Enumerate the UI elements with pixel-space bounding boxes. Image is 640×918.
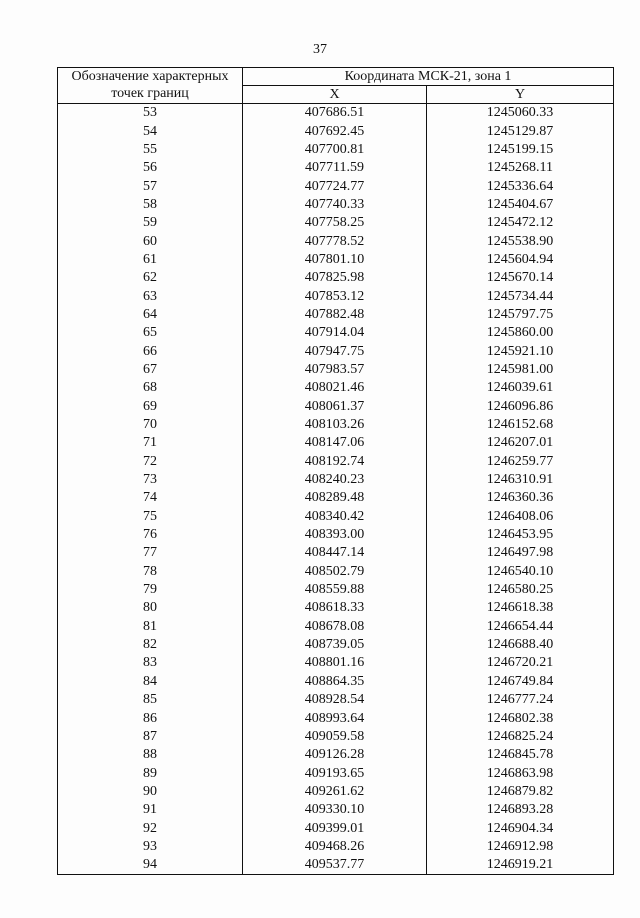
y-coordinate-cell: 1245268.11	[427, 159, 614, 177]
y-coordinate-cell: 1246408.06	[427, 508, 614, 526]
point-id-cell: 82	[58, 636, 243, 654]
x-coordinate-cell: 409468.26	[243, 838, 427, 856]
x-coordinate-cell: 409537.77	[243, 856, 427, 875]
x-coordinate-cell: 407947.75	[243, 342, 427, 360]
table-row	[58, 508, 614, 526]
table-row	[58, 581, 614, 599]
x-coordinate-cell: 408739.05	[243, 636, 427, 654]
point-id-cell: 78	[58, 563, 243, 581]
coordinate-header: Координата МСК-21, зона 1	[243, 68, 614, 86]
point-id-cell: 86	[58, 709, 243, 727]
y-coordinate-cell: 1245670.14	[427, 269, 614, 287]
x-coordinate-cell: 408928.54	[243, 691, 427, 709]
x-coordinate-cell: 407801.10	[243, 251, 427, 269]
point-id-cell: 94	[58, 856, 243, 875]
point-id-cell: 68	[58, 379, 243, 397]
point-id-cell: 90	[58, 783, 243, 801]
point-id-cell: 87	[58, 728, 243, 746]
point-id-cell: 60	[58, 232, 243, 250]
y-coordinate-cell: 1245538.90	[427, 232, 614, 250]
table-row	[58, 618, 614, 636]
table-row	[58, 489, 614, 507]
point-id-cell: 76	[58, 526, 243, 544]
y-coordinate-cell: 1246904.34	[427, 819, 614, 837]
table-row	[58, 269, 614, 287]
table-body	[58, 104, 614, 875]
table-row	[58, 526, 614, 544]
point-id-cell: 59	[58, 214, 243, 232]
x-coordinate-cell: 408801.16	[243, 654, 427, 672]
y-coordinate-cell: 1246654.44	[427, 618, 614, 636]
table-row	[58, 232, 614, 250]
point-id-cell: 63	[58, 287, 243, 305]
y-coordinate-cell: 1246580.25	[427, 581, 614, 599]
x-coordinate-cell: 407778.52	[243, 232, 427, 250]
point-id-cell: 55	[58, 141, 243, 159]
table-row	[58, 324, 614, 342]
x-coordinate-cell: 409330.10	[243, 801, 427, 819]
x-coordinate-cell: 407983.57	[243, 361, 427, 379]
x-coordinate-cell: 408447.14	[243, 544, 427, 562]
y-coordinate-cell: 1245129.87	[427, 122, 614, 140]
point-id-cell: 56	[58, 159, 243, 177]
y-coordinate-cell: 1246777.24	[427, 691, 614, 709]
page-number: 37	[313, 42, 327, 57]
x-coordinate-cell: 408103.26	[243, 416, 427, 434]
point-id-cell: 74	[58, 489, 243, 507]
table-row	[58, 764, 614, 782]
y-coordinate-cell: 1245336.64	[427, 177, 614, 195]
x-coordinate-cell: 409193.65	[243, 764, 427, 782]
point-id-cell: 80	[58, 599, 243, 617]
table-row	[58, 673, 614, 691]
x-coordinate-cell: 408502.79	[243, 563, 427, 581]
point-id-cell: 70	[58, 416, 243, 434]
x-coordinate-cell: 408289.48	[243, 489, 427, 507]
table-row	[58, 434, 614, 452]
point-id-cell: 81	[58, 618, 243, 636]
point-id-cell: 69	[58, 398, 243, 416]
y-coordinate-cell: 1245734.44	[427, 287, 614, 305]
y-coordinate-cell: 1246152.68	[427, 416, 614, 434]
y-coordinate-cell: 1245981.00	[427, 361, 614, 379]
point-id-cell: 83	[58, 654, 243, 672]
y-coordinate-cell: 1246912.98	[427, 838, 614, 856]
table-row	[58, 636, 614, 654]
x-coordinate-cell: 407853.12	[243, 287, 427, 305]
y-coordinate-cell: 1246802.38	[427, 709, 614, 727]
y-coordinate-cell: 1245797.75	[427, 306, 614, 324]
y-coordinate-cell: 1246845.78	[427, 746, 614, 764]
x-coordinate-cell: 407914.04	[243, 324, 427, 342]
table-row	[58, 819, 614, 837]
point-id-cell: 66	[58, 342, 243, 360]
point-id-cell: 91	[58, 801, 243, 819]
y-coordinate-cell: 1246207.01	[427, 434, 614, 452]
x-coordinate-cell: 407825.98	[243, 269, 427, 287]
point-id-cell: 53	[58, 104, 243, 123]
x-coordinate-cell: 409126.28	[243, 746, 427, 764]
table-row	[58, 306, 614, 324]
x-coordinate-cell: 408559.88	[243, 581, 427, 599]
table-row	[58, 177, 614, 195]
y-header: Y	[427, 86, 614, 104]
table-row	[58, 728, 614, 746]
y-coordinate-cell: 1246863.98	[427, 764, 614, 782]
table-row	[58, 563, 614, 581]
point-id-cell: 71	[58, 434, 243, 452]
x-coordinate-cell: 408061.37	[243, 398, 427, 416]
table-row	[58, 599, 614, 617]
x-coordinate-cell: 407700.81	[243, 141, 427, 159]
x-coordinate-cell: 407686.51	[243, 104, 427, 123]
table-row	[58, 104, 614, 123]
y-coordinate-cell: 1246310.91	[427, 471, 614, 489]
table-row	[58, 251, 614, 269]
point-id-cell: 57	[58, 177, 243, 195]
x-coordinate-cell: 408993.64	[243, 709, 427, 727]
y-coordinate-cell: 1246618.38	[427, 599, 614, 617]
y-coordinate-cell: 1246096.86	[427, 398, 614, 416]
table-row	[58, 214, 614, 232]
table-row	[58, 709, 614, 727]
point-id-cell: 58	[58, 196, 243, 214]
point-id-cell: 92	[58, 819, 243, 837]
table-row	[58, 838, 614, 856]
point-id-cell: 88	[58, 746, 243, 764]
x-coordinate-cell: 407692.45	[243, 122, 427, 140]
y-coordinate-cell: 1245604.94	[427, 251, 614, 269]
x-coordinate-cell: 408340.42	[243, 508, 427, 526]
table-row	[58, 287, 614, 305]
y-coordinate-cell: 1246893.28	[427, 801, 614, 819]
point-id-cell: 67	[58, 361, 243, 379]
point-id-cell: 73	[58, 471, 243, 489]
point-id-cell: 75	[58, 508, 243, 526]
y-coordinate-cell: 1246720.21	[427, 654, 614, 672]
point-id-cell: 85	[58, 691, 243, 709]
table-row	[58, 196, 614, 214]
table-row	[58, 801, 614, 819]
point-id-cell: 72	[58, 453, 243, 471]
y-coordinate-cell: 1246360.36	[427, 489, 614, 507]
y-coordinate-cell: 1246497.98	[427, 544, 614, 562]
table-row	[58, 361, 614, 379]
x-coordinate-cell: 407740.33	[243, 196, 427, 214]
table-row	[58, 122, 614, 140]
y-coordinate-cell: 1246039.61	[427, 379, 614, 397]
x-coordinate-cell: 409059.58	[243, 728, 427, 746]
y-coordinate-cell: 1245404.67	[427, 196, 614, 214]
point-id-cell: 84	[58, 673, 243, 691]
point-id-cell: 61	[58, 251, 243, 269]
y-coordinate-cell: 1246540.10	[427, 563, 614, 581]
table-row	[58, 159, 614, 177]
y-coordinate-cell: 1246825.24	[427, 728, 614, 746]
x-coordinate-cell: 408678.08	[243, 618, 427, 636]
x-coordinate-cell: 409261.62	[243, 783, 427, 801]
y-coordinate-cell: 1246879.82	[427, 783, 614, 801]
x-coordinate-cell: 408192.74	[243, 453, 427, 471]
point-id-cell: 54	[58, 122, 243, 140]
point-id-cell: 64	[58, 306, 243, 324]
x-coordinate-cell: 408618.33	[243, 599, 427, 617]
y-coordinate-cell: 1245921.10	[427, 342, 614, 360]
table-row	[58, 654, 614, 672]
table-row	[58, 141, 614, 159]
table-row	[58, 379, 614, 397]
table-row	[58, 856, 614, 875]
x-coordinate-cell: 408147.06	[243, 434, 427, 452]
point-id-header: Обозначение характерных точек границ	[58, 68, 243, 104]
y-coordinate-cell: 1245860.00	[427, 324, 614, 342]
point-id-cell: 62	[58, 269, 243, 287]
point-id-cell: 77	[58, 544, 243, 562]
x-coordinate-cell: 408393.00	[243, 526, 427, 544]
y-coordinate-cell: 1246919.21	[427, 856, 614, 875]
y-coordinate-cell: 1245060.33	[427, 104, 614, 123]
point-id-cell: 89	[58, 764, 243, 782]
y-coordinate-cell: 1245199.15	[427, 141, 614, 159]
y-coordinate-cell: 1246453.95	[427, 526, 614, 544]
table-row	[58, 342, 614, 360]
table-row	[58, 746, 614, 764]
x-header: X	[243, 86, 427, 104]
point-id-cell: 93	[58, 838, 243, 856]
y-coordinate-cell: 1246749.84	[427, 673, 614, 691]
y-coordinate-cell: 1245472.12	[427, 214, 614, 232]
table-row	[58, 416, 614, 434]
x-coordinate-cell: 407758.25	[243, 214, 427, 232]
table-row	[58, 691, 614, 709]
point-id-cell: 79	[58, 581, 243, 599]
x-coordinate-cell: 408021.46	[243, 379, 427, 397]
table-row	[58, 471, 614, 489]
table-row	[58, 398, 614, 416]
coordinates-table	[57, 67, 614, 875]
table-row	[58, 453, 614, 471]
table-row	[58, 783, 614, 801]
x-coordinate-cell: 407882.48	[243, 306, 427, 324]
y-coordinate-cell: 1246259.77	[427, 453, 614, 471]
x-coordinate-cell: 407724.77	[243, 177, 427, 195]
x-coordinate-cell: 408240.23	[243, 471, 427, 489]
y-coordinate-cell: 1246688.40	[427, 636, 614, 654]
x-coordinate-cell: 407711.59	[243, 159, 427, 177]
point-id-cell: 65	[58, 324, 243, 342]
x-coordinate-cell: 409399.01	[243, 819, 427, 837]
table-row	[58, 544, 614, 562]
x-coordinate-cell: 408864.35	[243, 673, 427, 691]
